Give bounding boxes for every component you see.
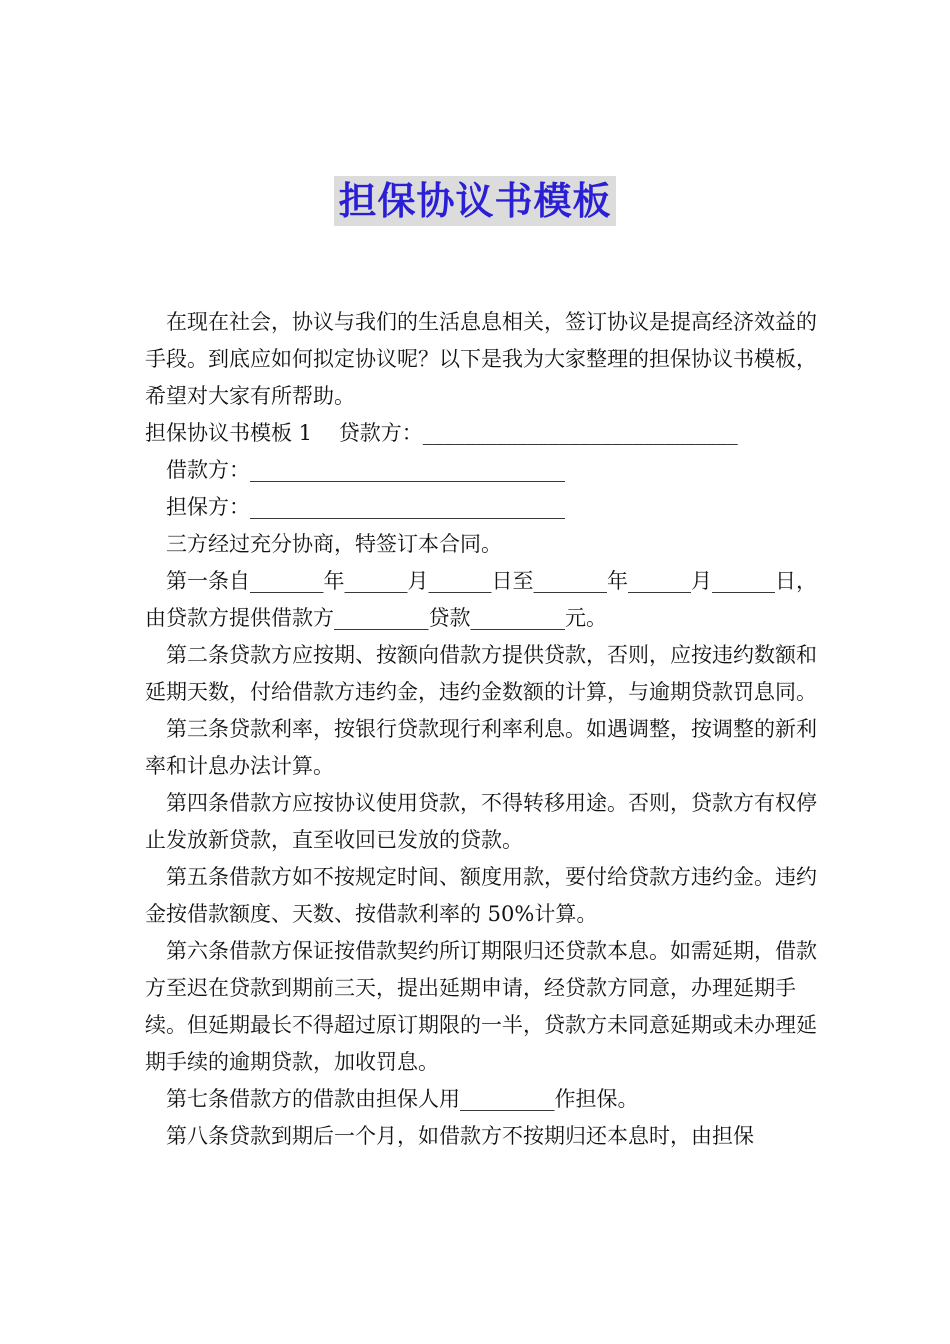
document-body xyxy=(145,304,825,1155)
paragraph-article-1: 第一条自_______年______月______日至_______年______月______日，由贷款方提供借款方_________贷款_________元。 xyxy=(145,569,817,630)
paragraph-intro: 在现在社会，协议与我们的生活息息相关，签订协议是提高经济效益的手段。到底应如何拟定协议呢？以下是我为大家整理的担保协议书模板，希望对大家有所帮助。 xyxy=(145,310,817,408)
paragraph-article-2: 第二条贷款方应按期、按额向借款方提供贷款，否则，应按违约数额和延期天数，付给借款方违约金，违约金数额的计算，与逾期贷款罚息同。 xyxy=(145,643,817,704)
paragraph-agreement: 三方经过充分协商，特签订本合同。 xyxy=(166,532,502,556)
paragraph-article-7: 第七条借款方的借款由担保人用_________作担保。 xyxy=(166,1087,639,1111)
paragraph-guarantor: 担保方：______________________________ xyxy=(166,495,565,519)
paragraph-template-lender: 担保协议书模板 1 贷款方：______________________________ xyxy=(145,421,738,445)
document-title: 担保协议书模板 xyxy=(334,176,615,226)
paragraph-article-8: 第八条贷款到期后一个月，如借款方不按期归还本息时，由担保 xyxy=(166,1124,754,1148)
document-title-wrap xyxy=(0,176,950,226)
paragraph-article-3: 第三条贷款利率，按银行贷款现行利率利息。如遇调整，按调整的新利率和计息办法计算。 xyxy=(145,717,817,778)
paragraph-borrower: 借款方：______________________________ xyxy=(166,458,565,482)
paragraph-article-5: 第五条借款方如不按规定时间、额度用款，要付给贷款方违约金。违约金按借款额度、天数、按借款利率的 50%计算。 xyxy=(145,865,817,926)
paragraph-article-4: 第四条借款方应按协议使用贷款，不得转移用途。否则，贷款方有权停止发放新贷款，直至收回已发放的贷款。 xyxy=(145,791,817,852)
paragraph-article-6: 第六条借款方保证按借款契约所订期限归还贷款本息。如需延期，借款方至迟在贷款到期前三天，提出延期申请，经贷款方同意，办理延期手续。但延期最长不得超过原订期限的一半，贷款方未同意延期或未办理延期手续的逾期贷款，加收罚息。 xyxy=(145,939,817,1074)
